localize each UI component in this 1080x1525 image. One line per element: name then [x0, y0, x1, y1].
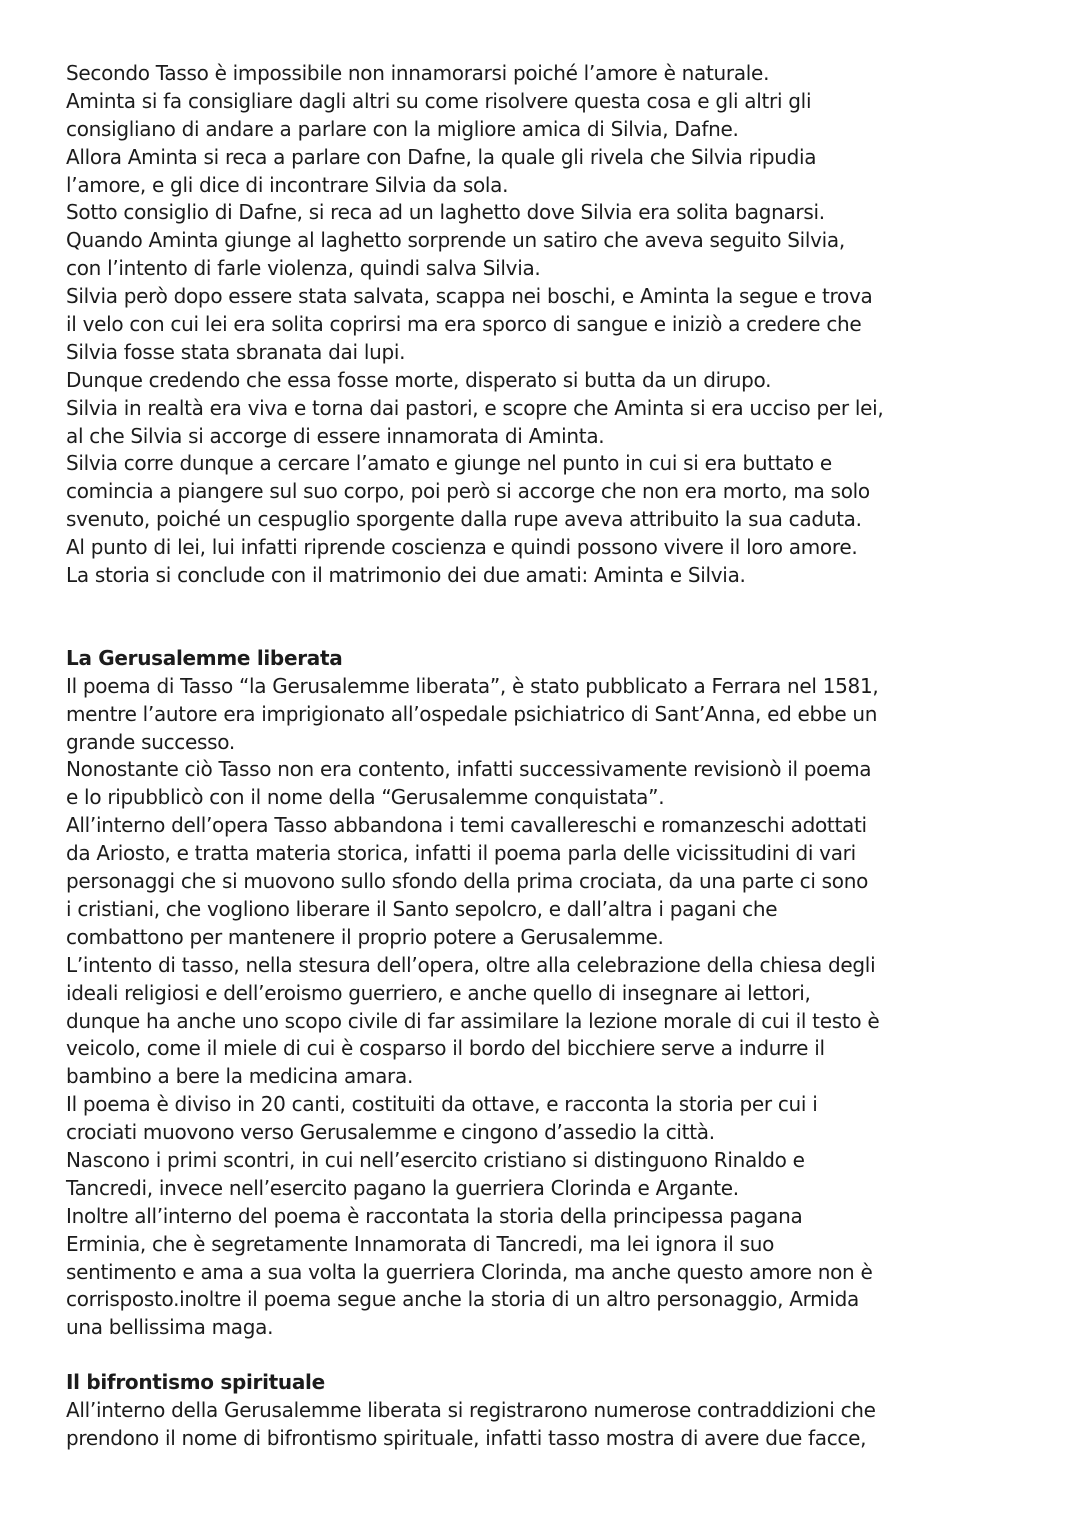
text-line: bambino a bere la medicina amara. [66, 1064, 413, 1089]
text-line: veicolo, come il miele di cui è cosparso il bordo del bicchiere serve a indurre il [66, 1036, 825, 1061]
text-line: al che Silvia si accorge di essere innamorata di Aminta. [66, 423, 605, 448]
gerusalemme-section [66, 645, 1026, 1342]
text-line: Aminta si fa consigliare dagli altri su come risolvere questa cosa e gli altri gli [66, 88, 812, 113]
text-line: Tancredi, invece nell’esercito pagano la guerriera Clorinda e Argante. [66, 1175, 739, 1200]
text-line: combattono per mantenere il proprio potere a Gerusalemme. [66, 924, 664, 949]
text-line: Erminia, che è segretamente Innamorata di Tancredi, ma lei ignora il suo [66, 1231, 775, 1256]
text-line: i cristiani, che vogliono liberare il Santo sepolcro, e dall’altra i pagani che [66, 896, 778, 921]
text-line: Inoltre all’interno del poema è raccontata la storia della principessa pagana [66, 1203, 803, 1228]
text-line: grande successo. [66, 729, 235, 754]
text-line: Secondo Tasso è impossibile non innamorarsi poiché l’amore è naturale. [66, 61, 770, 85]
text-line: e lo ripubblicò con il nome della “Gerusalemme conquistata”. [66, 785, 665, 810]
text-line: Allora Aminta si reca a parlare con Dafne, la quale gli rivela che Silvia ripudia [66, 144, 817, 169]
text-line: crociati muovono verso Gerusalemme e cingono d’assedio la città. [66, 1120, 715, 1145]
section-spacer [66, 1342, 1026, 1369]
text-line: l’amore, e gli dice di incontrare Silvia da sola. [66, 172, 509, 197]
text-line: Il poema è diviso in 20 canti, costituiti da ottave, e racconta la storia per cui i [66, 1092, 818, 1117]
text-line: Al punto di lei, lui infatti riprende coscienza e quindi possono vivere il loro amore. [66, 535, 858, 560]
text-line: La storia si conclude con il matrimonio dei due amati: Aminta e Silvia. [66, 563, 746, 588]
text-line: ideali religiosi e dell’eroismo guerriero, e anche quello di insegnare ai lettori, [66, 980, 811, 1005]
text-line: Sotto consiglio di Dafne, si reca ad un laghetto dove Silvia era solita bagnarsi. [66, 200, 825, 225]
text-line: All’interno della Gerusalemme liberata si registrarono numerose contraddizioni che [66, 1398, 876, 1423]
text-line: All’interno dell’opera Tasso abbandona i temi cavallereschi e romanzeschi adottati [66, 813, 867, 838]
document-page [66, 60, 1026, 1453]
bifrontismo-section [66, 1369, 1026, 1453]
text-line: sentimento e ama a sua volta la guerriera Clorinda, ma anche questo amore non è [66, 1259, 873, 1284]
text-line: Dunque credendo che essa fosse morte, disperato si butta da un dirupo. [66, 367, 772, 392]
text-line: Nascono i primi scontri, in cui nell’esercito cristiano si distinguono Rinaldo e [66, 1147, 805, 1172]
section-spacer [66, 590, 1026, 645]
text-line: comincia a piangere sul suo corpo, poi però si accorge che non era morto, ma solo [66, 479, 870, 504]
text-line: una bellissima maga. [66, 1315, 274, 1340]
text-line: mentre l’autore era imprigionato all’ospedale psichiatrico di Sant’Anna, ed ebbe un [66, 701, 878, 726]
text-line: Il poema di Tasso “la Gerusalemme liberata”, è stato pubblicato a Ferrara nel 1581, [66, 673, 879, 698]
text-line: Silvia però dopo essere stata salvata, scappa nei boschi, e Aminta la segue e trova [66, 284, 873, 309]
text-line: svenuto, poiché un cespuglio sporgente dalla rupe aveva attribuito la sua caduta. [66, 507, 862, 532]
text-line: Quando Aminta giunge al laghetto sorprende un satiro che aveva seguito Silvia, [66, 228, 845, 253]
text-line: consigliano di andare a parlare con la migliore amica di Silvia, Dafne. [66, 116, 739, 141]
text-line: con l’intento di farle violenza, quindi salva Silvia. [66, 256, 541, 281]
text-line: il velo con cui lei era solita coprirsi ma era sporco di sangue e iniziò a credere che [66, 312, 862, 337]
text-line: Silvia in realtà era viva e torna dai pastori, e scopre che Aminta si era ucciso per lei, [66, 395, 884, 420]
text-line: dunque ha anche uno scopo civile di far assimilare la lezione morale di cui il testo è [66, 1008, 880, 1033]
text-line: L’intento di tasso, nella stesura dell’opera, oltre alla celebrazione della chiesa degli [66, 952, 876, 977]
text-line: Nonostante ciò Tasso non era contento, infatti successivamente revisionò il poema [66, 757, 872, 782]
section-heading: Il bifrontismo spirituale [66, 1370, 325, 1395]
text-line: prendono il nome di bifrontismo spirituale, infatti tasso mostra di avere due facce, [66, 1425, 867, 1450]
text-line: da Ariosto, e tratta materia storica, infatti il poema parla delle vicissitudini di vari [66, 841, 856, 866]
aminta-summary-section [66, 60, 1026, 590]
section-heading: La Gerusalemme liberata [66, 645, 343, 670]
text-line: Silvia corre dunque a cercare l’amato e giunge nel punto in cui si era buttato e [66, 451, 832, 476]
text-line: personaggi che si muovono sullo sfondo della prima crociata, da una parte ci sono [66, 869, 869, 894]
text-line: corrisposto.inoltre il poema segue anche la storia di un altro personaggio, Armida [66, 1287, 859, 1312]
text-line: Silvia fosse stata sbranata dai lupi. [66, 339, 406, 364]
